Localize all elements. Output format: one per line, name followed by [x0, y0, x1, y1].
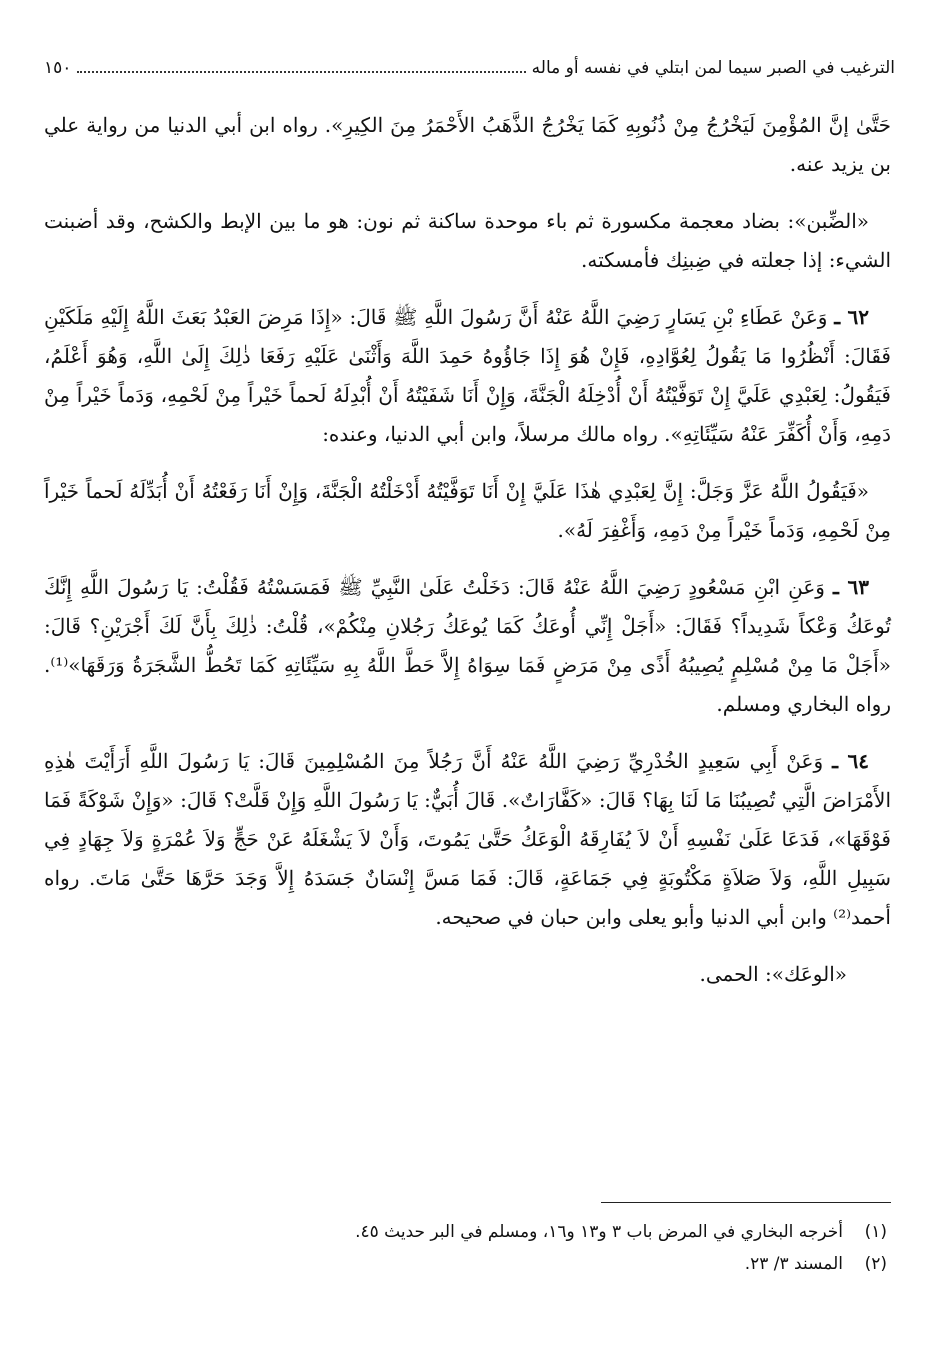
- hadith-62-variant: [44, 472, 891, 550]
- paragraph-gloss-wak: [44, 955, 891, 994]
- footnote-text: أخرجه البخاري في المرض باب ٣ و١٣ و١٦، ومسلم في البر حديث ٤٥.: [355, 1222, 843, 1242]
- running-header: [40, 58, 895, 88]
- paragraph-text: وَعَنْ عَطَاءِ بْنِ يَسَارٍ رَضِيَ اللَّهُ عَنْهُ أَنَّ رَسُولَ اللَّهِ ﷺ قَالَ: «إِذَا مَرِضَ العَبْدُ بَعَثَ اللَّهُ إِلَيْهِ مَلَكَيْنِ فَقَالَ: أَنْظُرُوا مَا يَقُولُ لِعُوَّادِهِ، فَإِنْ هُوَ إِذَا جَاؤُوهُ حَمِدَ اللَّهَ وَأَثْنَىٰ عَلَيْهِ رَفَعَا ذٰلِكَ إِلَىٰ اللَّهِ، وَهُوَ أَعْلَمُ، فَيَقُولُ: لِعَبْدِي عَلَيَّ إِنْ تَوَفَّيْتُهُ أَنْ أُدْخِلَهُ الْجَنَّةَ، وَإِنْ أَنَا شَفَيْتُهُ أَنْ أُبْدِلَهُ لَحماً خَيْراً مِنْ لَحْمِهِ، وَدَماً خَيْراً مِنْ دَمِهِ، وَأَنْ أُكَفِّرَ عَنْهُ سَيِّئَاتِهِ». رواه مالك مرسلاً، وابن أبي الدنيا، وعنده:: [44, 305, 891, 446]
- hadith-63: [44, 568, 891, 724]
- paragraph-text: حَتَّىٰ إنَّ المُؤْمِنَ لَيَخْرُجُ مِنْ ذُنُوبِهِ كَمَا يَخْرُجُ الذَّهَبُ الأَحْمَرُ مِنَ الكِيرِ». رواه ابن أبي الدنيا من رواية علي بن يزيد عنه.: [44, 113, 891, 176]
- footnote-1: [44, 1216, 887, 1248]
- paragraph-text: «فَيَقُولُ اللَّهُ عَزَّ وَجَلَّ: إِنَّ لِعَبْدِي هٰذَا عَلَيَّ إِنْ أَنَا تَوَفَّيْتُهُ أَدْخَلْتُهُ الْجَنَّةَ، وَإِنْ أَنَا رَفَعْتُهُ أَنْ أُبَدِّلَهُ لَحماً خَيْراً مِنْ لَحْمِهِ، وَدَماً خَيْراً مِنْ دَمِهِ، وَأَغْفِرَ لَهُ».: [44, 479, 891, 542]
- paragraph-text: وَعَنِ ابْنِ مَسْعُودٍ رَضِيَ اللَّهُ عَنْهُ قَالَ: دَخَلْتُ عَلَىٰ النَّبِيِّ ﷺ فَمَسَسْتُهُ فَقُلْتُ: يَا رَسُولَ اللَّهِ إِنَّكَ تُوعَكُ وَعْكاً شَدِيداً؟ فَقَالَ: «أَجَلْ إِنِّي أُوعَكُ كَمَا يُوعَكُ رَجُلانِ مِنْكُمْ»، قُلْتُ: ذٰلِكَ بِأَنَّ لَكَ أَجْرَيْنِ؟ قَالَ: «أَجَلْ مَا مِنْ مُسْلِمٍ يُصِيبُهُ أَذًى مِنْ مَرَضٍ فَمَا سِوَاهُ إِلاَّ حَطَّ اللَّهُ بِهِ سَيِّئَاتِهِ كَمَا تَحُطُّ الشَّجَرَةُ وَرَقَهَا»⁽¹⁾. رواه البخاري ومسلم.: [44, 575, 891, 716]
- footnote-text: المسند ٣/ ٢٣.: [744, 1254, 843, 1274]
- hadith-62: [44, 298, 891, 454]
- hadith-number: ٦٢ ـ: [834, 305, 869, 329]
- footnote-number: (٢): [864, 1254, 887, 1274]
- paragraph-text: «الوعَك»: الحمى.: [699, 962, 847, 986]
- paragraph-text: «الضِّبن»: بضاد معجمة مكسورة ثم باء موحدة ساكنة ثم نون: هو ما بين الإبط والكشح، وقد أضبنت الشيء: إذا جعلته في ضِبنِك فأمسكته.: [44, 209, 891, 272]
- page-number: ١٥٠: [44, 58, 72, 78]
- footnote-2: [44, 1248, 887, 1280]
- hadith-64: [44, 742, 891, 937]
- hadith-number: ٦٤ ـ: [832, 749, 869, 773]
- footnotes: [44, 1216, 887, 1280]
- hadith-number: ٦٣ ـ: [833, 575, 870, 599]
- paragraph-gloss-dibn: [44, 202, 891, 280]
- paragraph-continuation: [44, 106, 891, 184]
- chapter-title: الترغيب في الصبر سيما لمن ابتلي في نفسه أو ماله: [531, 58, 895, 78]
- leader-dots: [77, 70, 525, 73]
- footnote-divider: [601, 1202, 891, 1203]
- paragraph-text: وَعَنْ أَبِي سَعِيدٍ الخُدْرِيِّ رَضِيَ اللَّهُ عَنْهُ أَنَّ رَجُلاً مِنَ المُسْلِمِينَ قَالَ: يَا رَسُولَ اللَّهِ أَرَأَيْتَ هٰذِهِ الأَمْرَاضَ الَّتِي تُصِيبُنَا مَا لَنَا بِهَا؟ قَالَ: «كَفَّارَاتٌ». قَالَ أُبَيٌّ: يَا رَسُولَ اللَّهِ وَإِنْ قَلَّتْ؟ قَالَ: «وَإِنْ شَوْكَةً فَمَا فَوْقَهَا»، فَدَعَا عَلَىٰ نَفْسِهِ أَنْ لاَ يُفَارِقَهُ الْوَعَكُ حَتَّىٰ يَمُوتَ، وَأَنْ لاَ يَشْغَلَهُ عَنْ حَجٍّ وَلاَ عُمْرَةٍ وَلاَ جِهَادٍ فِي سَبِيلِ اللَّهِ، وَلاَ صَلاَةٍ مَكْتُوبَةٍ فِي جَمَاعَةٍ، قَالَ: فَمَا مَسَّ إِنْسَانٌ جَسَدَهُ إِلاَّ وَجَدَ حَرَّهَا حَتَّىٰ مَاتَ. رواه أحمد⁽²⁾ وابن أبي الدنيا وأبو يعلى وابن حبان في صحيحه.: [44, 749, 891, 929]
- main-text: [44, 106, 891, 1012]
- footnote-number: (١): [864, 1222, 887, 1242]
